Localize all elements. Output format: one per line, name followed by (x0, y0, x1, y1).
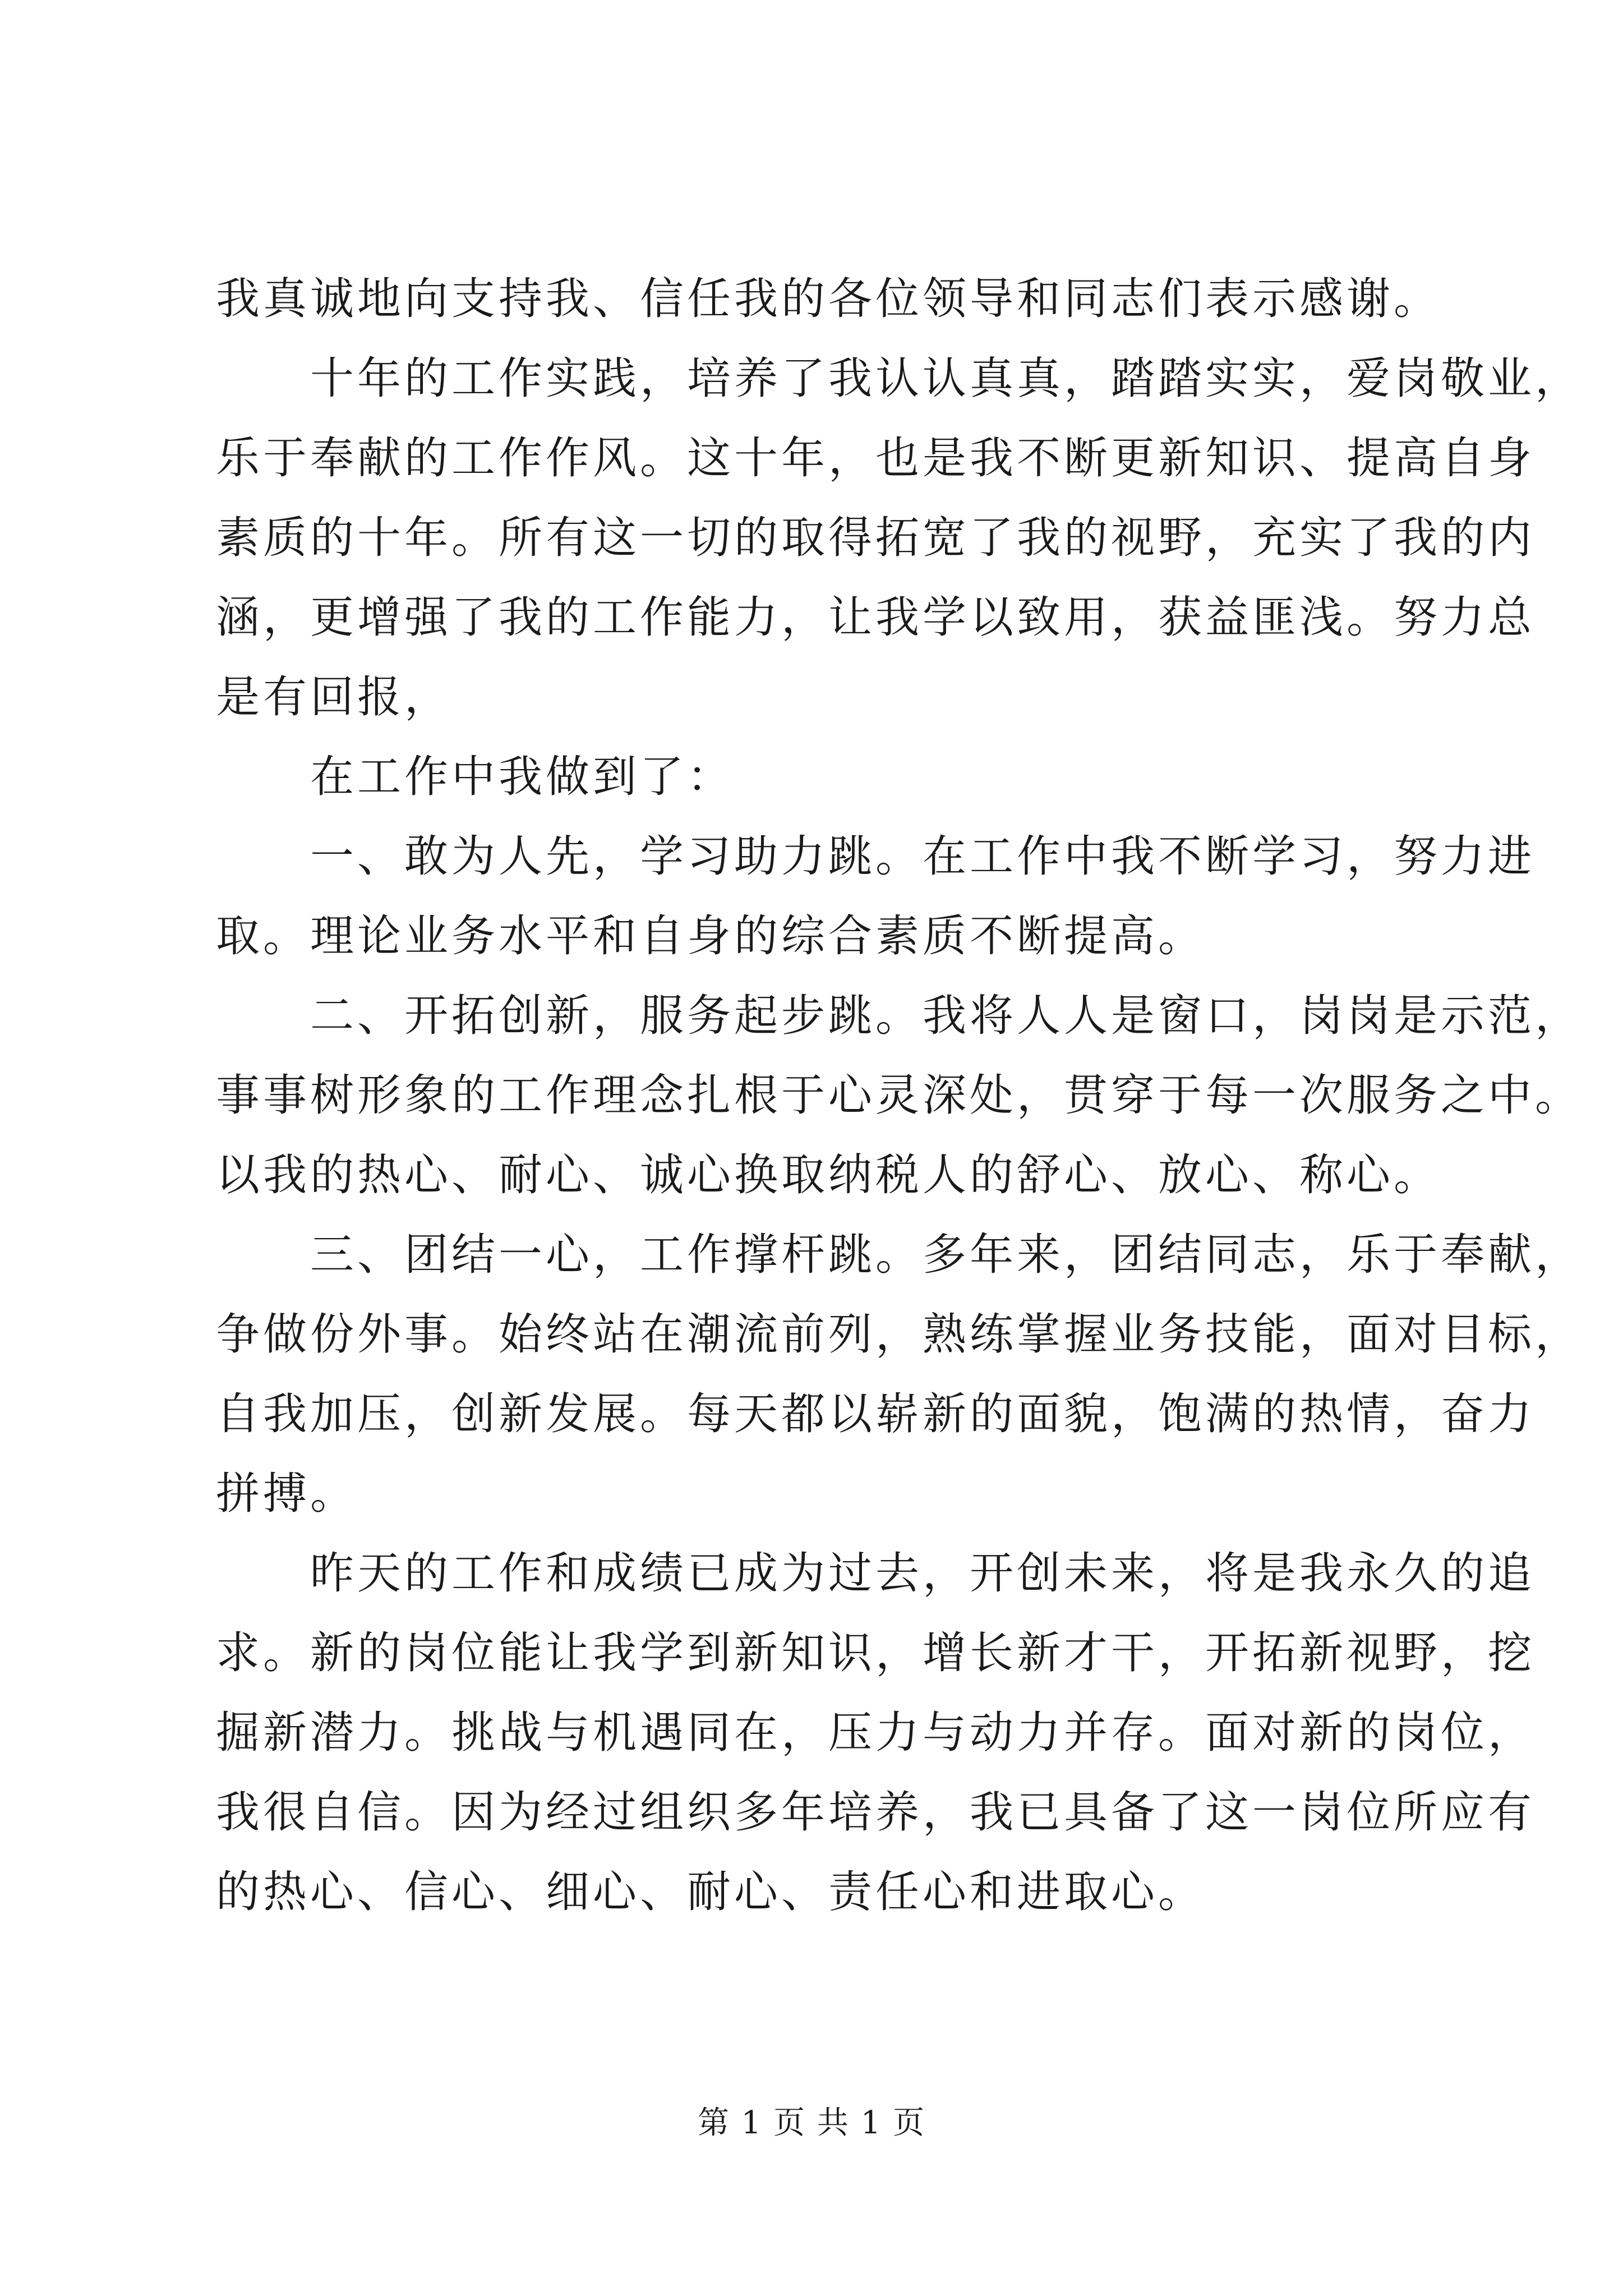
text-line: 二、开拓创新，服务起步跳。我将人人是窗口，岗岗是示范， (310, 991, 1583, 1041)
text-line: 三、团结一心，工作撑杆跳。多年来，团结同志，乐于奉献， (310, 1230, 1583, 1280)
text-line: 的热心、信心、细心、耐心、责任心和进取心。 (216, 1867, 1206, 1917)
text-line: 取。理论业务水平和自身的综合素质不断提高。 (216, 911, 1206, 961)
text-line: 十年的工作实践，培养了我认认真真，踏踏实实，爱岗敬业， (310, 353, 1583, 404)
text-line: 一、敢为人先，学习助力跳。在工作中我不断学习，努力进 (310, 831, 1536, 882)
text-line: 是有回报， (216, 672, 452, 723)
text-line: 自我加压，创新发展。每天都以崭新的面貌，饱满的热情，奋力 (216, 1389, 1536, 1439)
text-line: 求。新的岗位能让我学到新知识，增长新才干，开拓新视野，挖 (216, 1628, 1536, 1678)
text-line: 事事树形象的工作理念扎根于心灵深处，贯穿于每一次服务之中。 (216, 1070, 1583, 1121)
document-body (216, 259, 1583, 1932)
text-line: 昨天的工作和成绩已成为过去，开创未来，将是我永久的追 (310, 1548, 1536, 1599)
text-line: 乐于奉献的工作作风。这十年，也是我不断更新知识、提高自身 (216, 433, 1536, 484)
text-line: 以我的热心、耐心、诚心换取纳税人的舒心、放心、称心。 (216, 1150, 1441, 1200)
text-line: 涵，更增强了我的工作能力，让我学以致用，获益匪浅。努力总 (216, 592, 1536, 643)
page-footer (0, 2098, 1623, 2143)
text-line: 拼搏。 (216, 1469, 358, 1519)
text-line: 掘新潜力。挑战与机遇同在，压力与动力并存。面对新的岗位， (216, 1708, 1536, 1758)
text-line: 我真诚地向支持我、信任我的各位领导和同志们表示感谢。 (216, 274, 1441, 324)
text-line: 我很自信。因为经过组织多年培养，我已具备了这一岗位所应有 (216, 1787, 1536, 1838)
text-line: 争做份外事。始终站在潮流前列，熟练掌握业务技能，面对目标， (216, 1309, 1583, 1360)
text-line: 素质的十年。所有这一切的取得拓宽了我的视野，充实了我的内 (216, 513, 1536, 563)
page-number-label: 第 1 页 共 1 页 (697, 2105, 926, 2141)
text-line: 在工作中我做到了： (310, 752, 735, 802)
